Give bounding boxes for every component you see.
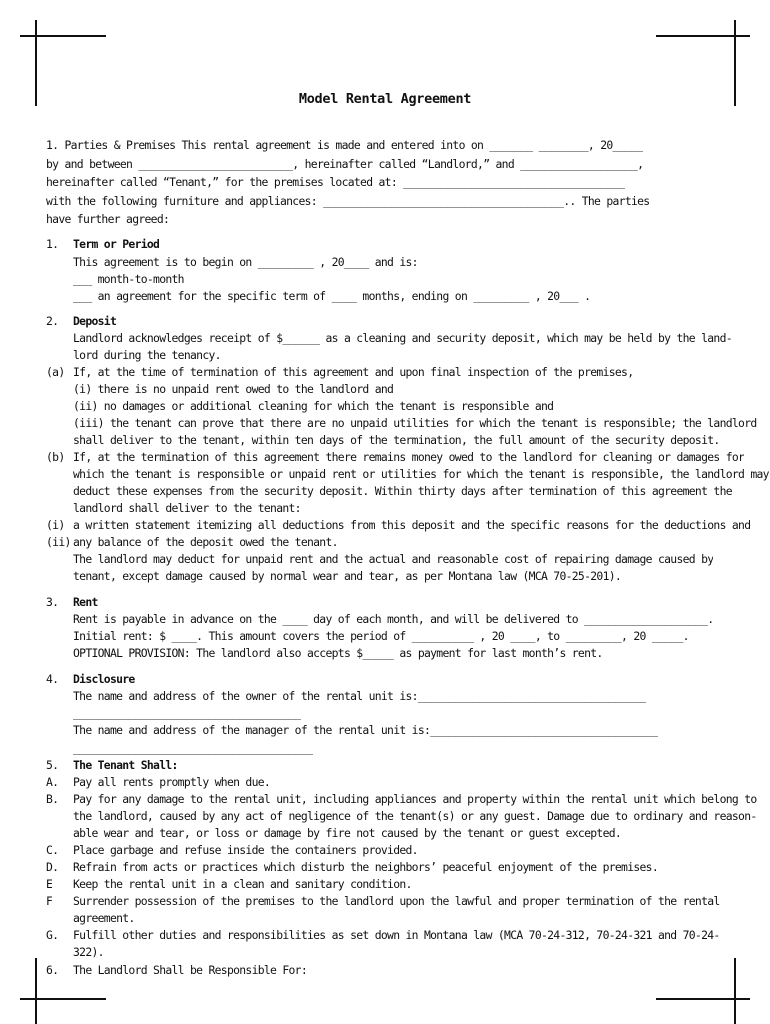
section-number: 4. <box>46 672 59 686</box>
list-marker: (ii) <box>46 535 71 549</box>
crop-mark <box>20 35 106 37</box>
section-line: Initial rent: $ ____. This amount covers the period of __________ , 20 ____, to _________, 20 _____. <box>73 629 689 643</box>
section-line: The name and address of the owner of the rental unit is:_____________________________________ <box>73 689 646 703</box>
section-line: deduct these expenses from the security deposit. Within thirty days after termination of this agreement the <box>73 484 732 498</box>
section-heading: Rent <box>73 595 98 609</box>
section-line: Pay for any damage to the rental unit, including appliances and property within the rental unit which belong to <box>73 792 757 806</box>
section-heading: The Landlord Shall be Responsible For: <box>73 963 307 977</box>
section-line: _____________________________________ <box>73 706 301 720</box>
intro-line: hereinafter called “Tenant,” for the premises located at: ____________________________________ <box>46 175 625 189</box>
crop-mark <box>35 958 37 1024</box>
intro-line: 1. Parties & Premises This rental agreement is made and entered into on _______ ________, 20_____ <box>46 138 644 152</box>
section-line: 322). <box>73 945 104 959</box>
section-number: 3. <box>46 595 59 609</box>
list-marker: (i) <box>46 518 65 532</box>
section-line: which the tenant is responsible or unpaid rent or utilities for which the tenant is responsible, the landlord may <box>73 467 769 481</box>
section-line: landlord shall deliver to the tenant: <box>73 501 301 515</box>
list-marker: (a) <box>46 365 65 379</box>
section-line: agreement. <box>73 911 135 925</box>
section-heading: Disclosure <box>73 672 135 686</box>
section-number: 1. <box>46 237 59 251</box>
list-marker: D. <box>46 860 59 874</box>
crop-mark <box>20 998 106 1000</box>
section-line: Surrender possession of the premises to the landlord upon the lawful and proper termination of the rental <box>73 894 720 908</box>
section-line: able wear and tear, or loss or damage by fire not caused by the tenant or guest excepted. <box>73 826 622 840</box>
list-marker: E <box>46 877 53 891</box>
section-line: If, at the time of termination of this agreement and upon final inspection of the premises, <box>73 365 634 379</box>
section-line: (ii) no damages or additional cleaning for which the tenant is responsible and <box>73 399 554 413</box>
section-line: This agreement is to begin on _________ , 20____ and is: <box>73 255 418 269</box>
section-line: The name and address of the manager of the rental unit is:_____________________________________ <box>73 723 658 737</box>
crop-mark <box>656 998 750 1000</box>
intro-line: with the following furniture and appliances: _______________________________________.. The parties <box>46 194 650 208</box>
section-line: The landlord may deduct for unpaid rent and the actual and reasonable cost of repairing damage caused by <box>73 552 714 566</box>
list-marker: G. <box>46 928 59 942</box>
list-marker: F <box>46 894 53 908</box>
list-marker: A. <box>46 775 59 789</box>
page-title: Model Rental Agreement <box>298 91 472 107</box>
section-line: Place garbage and refuse inside the containers provided. <box>73 843 418 857</box>
list-marker: C. <box>46 843 59 857</box>
section-line: a written statement itemizing all deductions from this deposit and the specific reasons for the deductions and <box>73 518 751 532</box>
section-line: the landlord, caused by any act of negligence of the tenant(s) or any guest. Damage due to ordinary and reason- <box>73 809 757 823</box>
section-heading: The Tenant Shall: <box>73 758 178 772</box>
section-heading: Deposit <box>73 314 117 328</box>
section-line: Pay all rents promptly when due. <box>73 775 271 789</box>
section-line: shall deliver to the tenant, within ten days of the termination, the full amount of the security deposit. <box>73 433 720 447</box>
section-line: tenant, except damage caused by normal wear and tear, as per Montana law (MCA 70-25-201). <box>73 569 622 583</box>
list-marker: (b) <box>46 450 65 464</box>
section-line: Refrain from acts or practices which disturb the neighbors’ peaceful enjoyment of the premises. <box>73 860 658 874</box>
section-line: _______________________________________ <box>73 741 314 755</box>
section-line: (i) there is no unpaid rent owed to the landlord and <box>73 382 394 396</box>
intro-line: have further agreed: <box>46 212 170 226</box>
section-number: 2. <box>46 314 59 328</box>
section-line: Landlord acknowledges receipt of $______ as a cleaning and security deposit, which may be held by the land- <box>73 331 732 345</box>
section-line: Fulfill other duties and responsibilities as set down in Montana law (MCA 70-24-312, 70-24-321 and 70-24- <box>73 928 720 942</box>
list-marker: B. <box>46 792 59 806</box>
section-line: (iii) the tenant can prove that there are no unpaid utilities for which the tenant is responsible; the landlord <box>73 416 757 430</box>
section-line: Keep the rental unit in a clean and sanitary condition. <box>73 877 412 891</box>
section-number: 6. <box>46 963 59 977</box>
section-line: any balance of the deposit owed the tenant. <box>73 535 338 549</box>
section-line: ___ month-to-month <box>73 272 184 286</box>
section-line: If, at the termination of this agreement there remains money owed to the landlord for cleaning or damages for <box>73 450 745 464</box>
section-line: lord during the tenancy. <box>73 348 221 362</box>
section-line: Rent is payable in advance on the ____ day of each month, and will be delivered to ____________________. <box>73 612 714 626</box>
section-line: ___ an agreement for the specific term of ____ months, ending on _________ , 20___ . <box>73 289 591 303</box>
section-number: 5. <box>46 758 59 772</box>
section-heading: Term or Period <box>73 237 160 251</box>
intro-line: by and between _________________________, hereinafter called “Landlord,” and ___________________, <box>46 157 644 171</box>
section-line: OPTIONAL PROVISION: The landlord also accepts $_____ as payment for last month’s rent. <box>73 646 603 660</box>
crop-mark <box>656 35 750 37</box>
crop-mark <box>734 958 736 1024</box>
